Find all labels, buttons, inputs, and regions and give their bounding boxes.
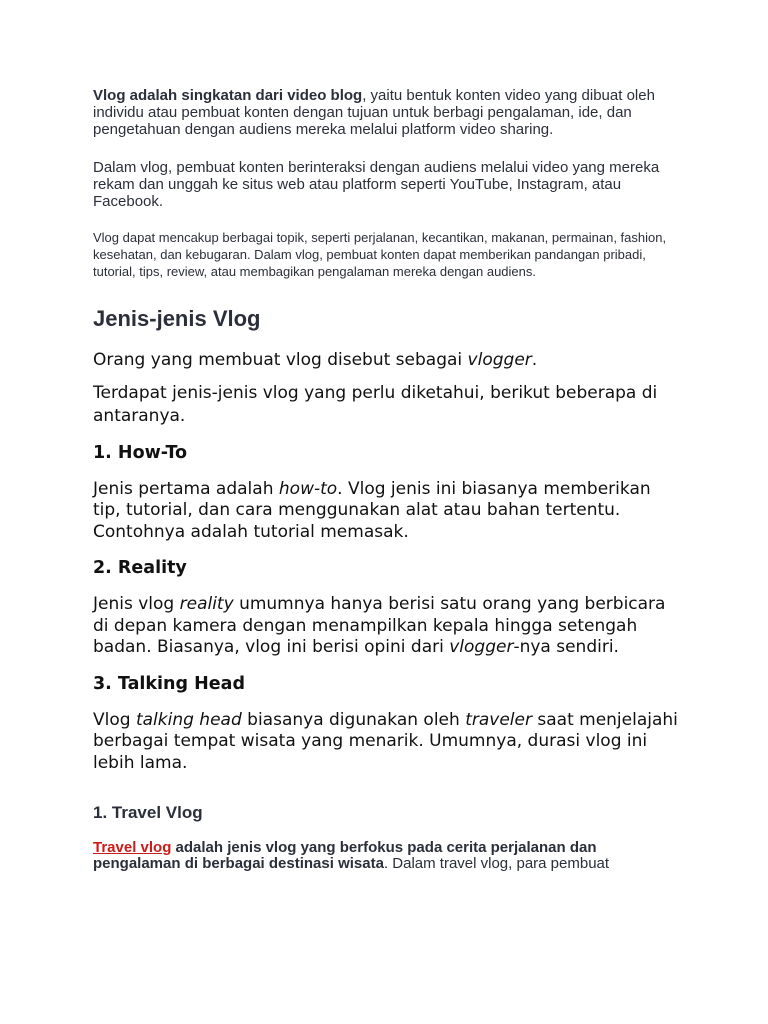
travel-vlog-paragraph	[93, 840, 683, 872]
item-text-emphasis: how-to	[278, 478, 338, 499]
section-line-1-emphasis: vlogger	[467, 350, 532, 370]
item-text-part: -nya sendiri.	[513, 637, 619, 657]
item-text-emphasis: vlogger	[449, 637, 514, 657]
travel-vlog-text: . Dalam travel vlog, para pembuat	[383, 855, 610, 872]
intro-definition-bold: Vlog adalah singkatan dari video blog	[93, 87, 363, 104]
item-heading-how-to: 1. How-To	[93, 442, 188, 463]
item-text-part: biasanya digunakan oleh	[241, 709, 466, 730]
item-text-part: . Vlog jenis ini biasanya memberikan tip, tutorial, dan cara menggunakan alat atau bahan tertentu. Contohnya adalah tutorial memasak.	[93, 478, 651, 542]
item-text-talking-head	[93, 710, 683, 775]
section-line-1-text: Orang yang membuat vlog disebut sebagai	[93, 350, 468, 370]
travel-vlog-heading: 1. Travel Vlog	[93, 803, 203, 822]
item-text-part: saat menjelajahi berbagai tempat wisata yang menarik. Umumnya, durasi vlog ini lebih lama.	[93, 709, 678, 773]
item-text-part: umumnya hanya berisi satu orang yang berbicara di depan kamera dengan menampilkan kepala hingga setengah badan. Biasanya, vlog ini berisi opini dari	[93, 594, 666, 657]
travel-vlog-bold-text: adalah jenis vlog yang berfokus pada cerita perjalanan dan pengalaman di berbagai destinasi wisata	[93, 839, 597, 872]
item-heading-reality: 2. Reality	[93, 558, 187, 578]
section-heading: Jenis-jenis Vlog	[93, 306, 261, 331]
section-line-1-end: .	[531, 350, 538, 370]
intro-paragraph-1-text: , yaitu bentuk konten video yang dibuat oleh individu atau pembuat konten dengan tujuan untuk berbagi pengalaman, ide, dan pengetahuan dengan audiens mereka melalui platform video sharing.	[93, 87, 655, 138]
item-text-how-to	[93, 479, 683, 544]
item-text-reality	[93, 594, 683, 659]
item-text-emphasis: reality	[179, 594, 234, 614]
item-text-part: Vlog	[93, 709, 136, 730]
item-heading-talking-head: 3. Talking Head	[93, 673, 245, 694]
section-line-2: Terdapat jenis-jenis vlog yang perlu diketahui, berikut beberapa di antaranya.	[93, 382, 658, 426]
item-text-emphasis: traveler	[465, 709, 532, 730]
travel-vlog-link[interactable]: Travel vlog	[93, 839, 172, 856]
item-text-part: Jenis pertama adalah	[93, 478, 279, 499]
section-line-1	[93, 350, 683, 372]
item-text-emphasis: talking head	[135, 709, 242, 730]
intro-paragraph-1	[93, 87, 683, 138]
document-page	[93, 87, 683, 872]
intro-paragraph-2: Dalam vlog, pembuat konten berinteraksi dengan audiens melalui video yang mereka rekam dan unggah ke situs web atau platform seperti YouTube, Instagram, atau Facebook.	[93, 159, 660, 210]
item-text-part: Jenis vlog	[93, 594, 180, 614]
intro-paragraph-3: Vlog dapat mencakup berbagai topik, seperti perjalanan, kecantikan, makanan, permainan, fashion, kesehatan, dan kebugaran. Dalam vlog, pembuat konten dapat memberikan pandangan pribadi, tutorial, tips, review, atau membagikan pengalaman mereka dengan audiens.	[93, 230, 667, 279]
